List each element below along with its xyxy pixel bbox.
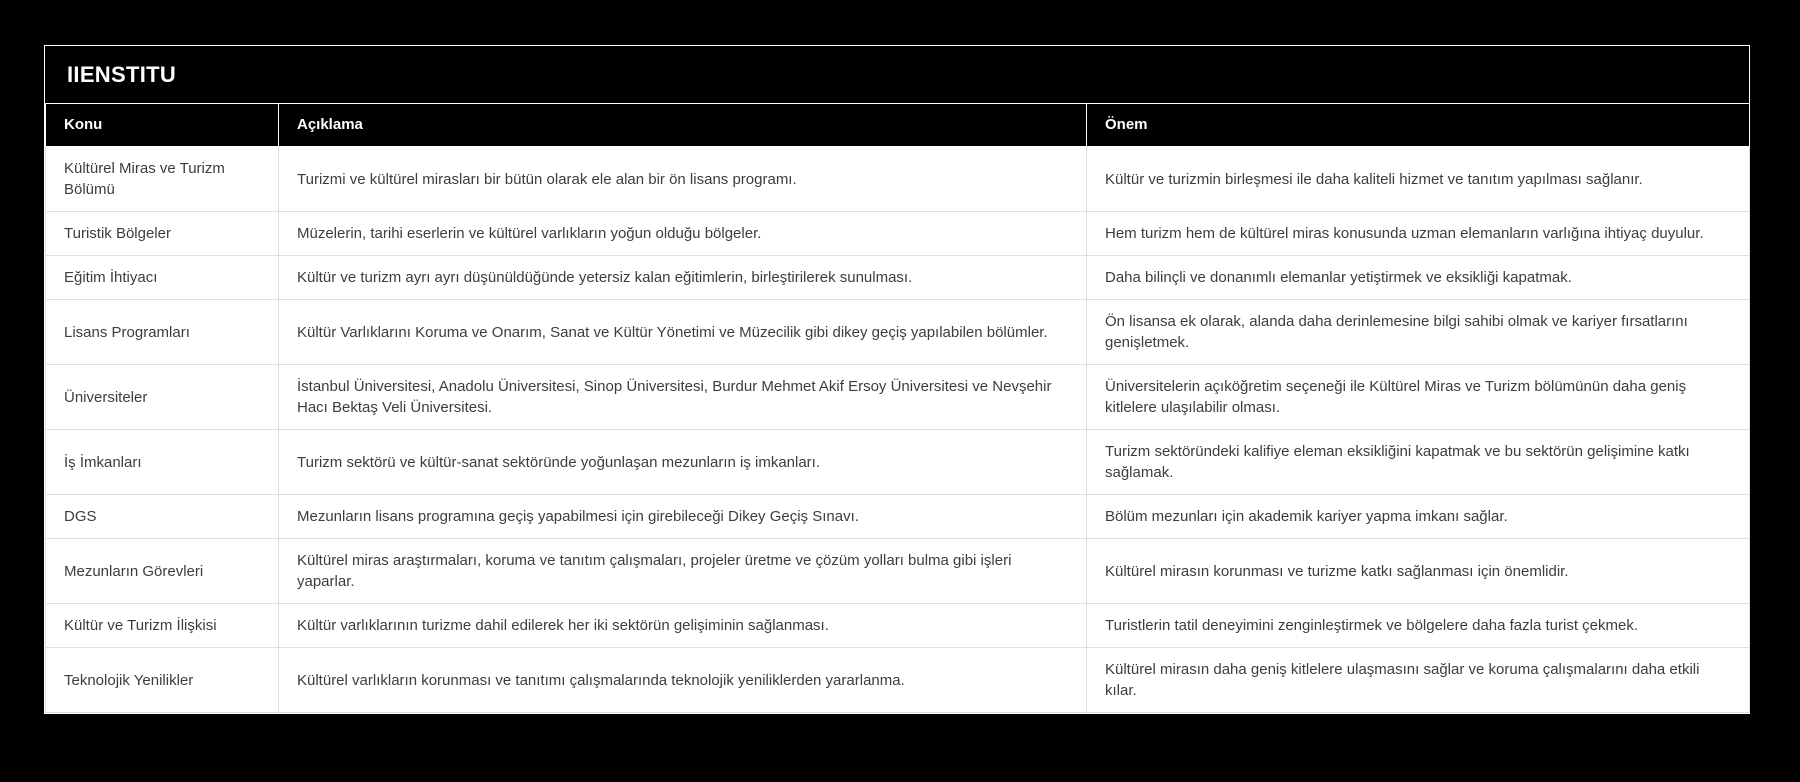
cell-aciklama: Kültürel varlıkların korunması ve tanıtımı çalışmalarında teknolojik yeniliklerden yararlanma. — [279, 648, 1087, 713]
cell-onem: Kültürel mirasın korunması ve turizme katkı sağlanması için önemlidir. — [1087, 539, 1750, 604]
cell-konu: DGS — [46, 495, 279, 539]
table-row — [46, 365, 1750, 430]
cell-konu: Kültür ve Turizm İlişkisi — [46, 604, 279, 648]
cell-onem: Ön lisansa ek olarak, alanda daha derinlemesine bilgi sahibi olmak ve kariyer fırsatlarını genişletmek. — [1087, 300, 1750, 365]
cell-konu: Turistik Bölgeler — [46, 212, 279, 256]
column-header-konu: Konu — [46, 104, 279, 147]
cell-konu: Lisans Programları — [46, 300, 279, 365]
cell-konu: Eğitim İhtiyacı — [46, 256, 279, 300]
table-row — [46, 539, 1750, 604]
cell-onem: Kültür ve turizmin birleşmesi ile daha kaliteli hizmet ve tanıtım yapılması sağlanır. — [1087, 147, 1750, 212]
cell-aciklama: Kültür ve turizm ayrı ayrı düşünüldüğünde yetersiz kalan eğitimlerin, birleştirilerek sunulması. — [279, 256, 1087, 300]
column-header-onem: Önem — [1087, 104, 1750, 147]
table-header — [46, 104, 1750, 147]
topics-table — [45, 103, 1750, 713]
table-row — [46, 430, 1750, 495]
header-row — [46, 104, 1750, 147]
cell-onem: Turistlerin tatil deneyimini zenginleştirmek ve bölgelere daha fazla turist çekmek. — [1087, 604, 1750, 648]
cell-aciklama: Turizmi ve kültürel mirasları bir bütün olarak ele alan bir ön lisans programı. — [279, 147, 1087, 212]
cell-konu: Teknolojik Yenilikler — [46, 648, 279, 713]
cell-onem: Hem turizm hem de kültürel miras konusunda uzman elemanların varlığına ihtiyaç duyulur. — [1087, 212, 1750, 256]
cell-aciklama: Kültür Varlıklarını Koruma ve Onarım, Sanat ve Kültür Yönetimi ve Müzecilik gibi dikey geçiş yapılabilen bölümler. — [279, 300, 1087, 365]
cell-aciklama: Mezunların lisans programına geçiş yapabilmesi için girebileceği Dikey Geçiş Sınavı. — [279, 495, 1087, 539]
table-row — [46, 604, 1750, 648]
cell-aciklama: İstanbul Üniversitesi, Anadolu Üniversitesi, Sinop Üniversitesi, Burdur Mehmet Akif Ersoy Üniversitesi ve Nevşehir Hacı Bektaş Veli Üniversitesi. — [279, 365, 1087, 430]
cell-onem: Üniversitelerin açıköğretim seçeneği ile Kültürel Miras ve Turizm bölümünün daha geniş kitlelere ulaşılabilir olması. — [1087, 365, 1750, 430]
cell-onem: Turizm sektöründeki kalifiye eleman eksikliğini kapatmak ve bu sektörün gelişimine katkı sağlamak. — [1087, 430, 1750, 495]
content-card — [44, 45, 1750, 714]
cell-konu: İş İmkanları — [46, 430, 279, 495]
cell-konu: Kültürel Miras ve Turizm Bölümü — [46, 147, 279, 212]
cell-aciklama: Kültür varlıklarının turizme dahil edilerek her iki sektörün gelişiminin sağlanması. — [279, 604, 1087, 648]
table-row — [46, 256, 1750, 300]
column-header-aciklama: Açıklama — [279, 104, 1087, 147]
cell-konu: Mezunların Görevleri — [46, 539, 279, 604]
cell-aciklama: Müzelerin, tarihi eserlerin ve kültürel varlıkların yoğun olduğu bölgeler. — [279, 212, 1087, 256]
page-title: IIENSTITU — [67, 61, 177, 87]
cell-konu: Üniversiteler — [46, 365, 279, 430]
card-header — [45, 46, 1749, 103]
table-row — [46, 495, 1750, 539]
table-row — [46, 648, 1750, 713]
table-row — [46, 300, 1750, 365]
table-row — [46, 212, 1750, 256]
table-row — [46, 147, 1750, 212]
table-body — [46, 147, 1750, 713]
cell-onem: Daha bilinçli ve donanımlı elemanlar yetiştirmek ve eksikliği kapatmak. — [1087, 256, 1750, 300]
cell-aciklama: Turizm sektörü ve kültür-sanat sektöründe yoğunlaşan mezunların iş imkanları. — [279, 430, 1087, 495]
cell-onem: Kültürel mirasın daha geniş kitlelere ulaşmasını sağlar ve koruma çalışmalarını daha etkili kılar. — [1087, 648, 1750, 713]
cell-aciklama: Kültürel miras araştırmaları, koruma ve tanıtım çalışmaları, projeler üretme ve çözüm yolları bulma gibi işleri yaparlar. — [279, 539, 1087, 604]
cell-onem: Bölüm mezunları için akademik kariyer yapma imkanı sağlar. — [1087, 495, 1750, 539]
